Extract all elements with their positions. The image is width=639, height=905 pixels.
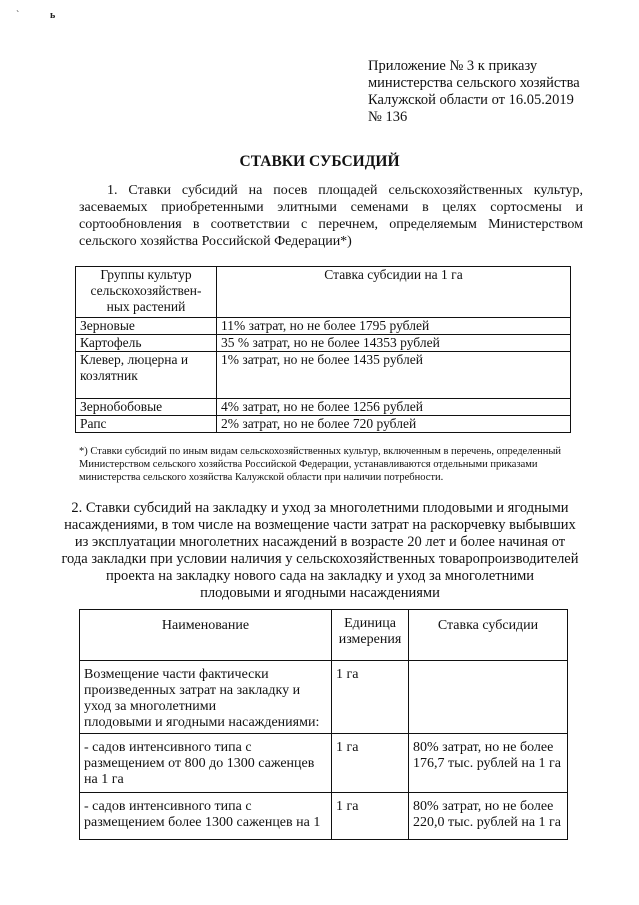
header-text: Группы культур <box>100 267 192 282</box>
footnote-line: министерства сельского хозяйства Калужской области при наличии потребности. <box>79 472 444 483</box>
rate-cell: 1% затрат, но не более 1435 рублей <box>217 352 571 399</box>
header-line: Калужской области от 16.05.2019 <box>368 92 574 108</box>
header-name: Наименование <box>80 610 332 661</box>
page-title: СТАВКИ СУБСИДИЙ <box>239 153 400 170</box>
header-unit <box>332 610 409 661</box>
paragraph-line: насаждениями, в том числе на возмещение части затрат на раскорчевку выбывших <box>64 517 576 533</box>
cell-text: на 1 га <box>84 772 124 787</box>
cell-text: произведенных затрат на закладку и <box>84 683 301 698</box>
table-row <box>76 399 571 416</box>
cell-text: размещением от 800 до 1300 саженцев <box>84 756 315 771</box>
header-rate: Ставка субсидии <box>409 610 568 661</box>
header-rate: Ставка субсидии на 1 га <box>217 267 571 318</box>
header-text: сельскохозяйствен- <box>90 283 202 298</box>
orchard-subsidy-table <box>79 609 568 840</box>
table-header-row <box>76 267 571 318</box>
footnote-line: Министерством сельского хозяйства Российской Федерации, устанавливаются отдельными приказами <box>79 459 538 470</box>
table-header-row <box>80 610 568 661</box>
corner-mark-left: ` <box>16 10 20 21</box>
rate-cell <box>409 734 568 793</box>
rate-cell: 35 % затрат, но не более 14353 рублей <box>217 335 571 352</box>
header-line: Приложение № 3 к приказу <box>368 58 538 74</box>
section-1-paragraph <box>79 182 583 250</box>
section-2-paragraph <box>60 500 580 602</box>
crop-group-cell <box>76 352 217 399</box>
header-crop-groups <box>76 267 217 318</box>
header-line: министерства сельского хозяйства <box>368 75 580 91</box>
cell-text: Клевер, люцерна и <box>80 352 189 367</box>
cell-text: козлятник <box>80 368 138 383</box>
unit-cell: 1 га <box>332 734 409 793</box>
table-row <box>76 352 571 399</box>
rate-cell: 11% затрат, но не более 1795 рублей <box>217 318 571 335</box>
footnote-line: *) Ставки субсидий по иным видам сельскохозяйственных культур, включенным в перечень, определенный <box>79 446 562 457</box>
cell-text: - садов интенсивного типа с <box>84 740 252 755</box>
paragraph-line: 2. Ставки субсидий на закладку и уход за многолетними плодовыми и ягодными <box>71 500 569 516</box>
paragraph-line: 1. Ставки субсидий на посев площадей сельскохозяйственных культур, <box>107 183 583 198</box>
cell-text: уход за многолетними <box>84 699 217 714</box>
table-row <box>80 661 568 734</box>
cell-text: плодовыми и ягодными насаждениями: <box>84 715 320 730</box>
header-text: измерения <box>338 632 402 647</box>
unit-cell: 1 га <box>332 793 409 840</box>
cell-text: Возмещение части фактически <box>84 667 269 682</box>
rate-cell: 4% затрат, но не более 1256 рублей <box>217 399 571 416</box>
cell-text: 80% затрат, но не более <box>413 740 554 755</box>
appendix-header <box>368 58 618 126</box>
rate-cell <box>409 793 568 840</box>
paragraph-line: проекта на закладку нового сада на закладку и уход за многолетними <box>105 568 535 584</box>
item-name-cell <box>80 734 332 793</box>
crop-group-cell: Зернобобовые <box>76 399 217 416</box>
crop-group-cell: Картофель <box>76 335 217 352</box>
table-row <box>76 416 571 433</box>
crop-subsidy-table <box>75 266 571 433</box>
item-name-cell <box>80 661 332 734</box>
table-row <box>80 734 568 793</box>
corner-mark-right: ь <box>50 10 56 21</box>
table-row <box>76 318 571 335</box>
cell-text: 220,0 тыс. рублей на 1 га <box>413 815 561 830</box>
item-name-cell <box>80 793 332 840</box>
paragraph-line: засеваемых приобретенными элитными семенами в целях сортосмены и <box>79 200 583 215</box>
paragraph-line: плодовыми и ягодными насаждениями <box>200 585 440 601</box>
footnote <box>79 445 579 484</box>
crop-group-cell: Зерновые <box>76 318 217 335</box>
paragraph-line: сельского хозяйства Российской Федерации*) <box>79 234 352 249</box>
crop-group-cell: Рапс <box>76 416 217 433</box>
paragraph-line: из эксплуатации многолетних насаждений в возрасте 20 лет и более начиная от <box>74 534 566 550</box>
cell-text: 176,7 тыс. рублей на 1 га <box>413 756 561 771</box>
header-text: Единица <box>344 616 396 631</box>
cell-text: размещением более 1300 саженцев на 1 <box>84 815 321 830</box>
paragraph-line: сортообновления в соответствии с перечнем, определяемым Министерством <box>79 217 583 232</box>
table-row <box>80 793 568 840</box>
cell-text: - садов интенсивного типа с <box>84 799 252 814</box>
cell-text: 80% затрат, но не более <box>413 799 554 814</box>
header-text: ных растений <box>106 299 186 314</box>
header-line: № 136 <box>368 109 408 125</box>
table-row <box>76 335 571 352</box>
rate-cell: 2% затрат, но не более 720 рублей <box>217 416 571 433</box>
rate-cell <box>409 661 568 734</box>
unit-cell: 1 га <box>332 661 409 734</box>
paragraph-line: года закладки при условии наличия у сельскохозяйственных товаропроизводителей <box>61 551 579 567</box>
